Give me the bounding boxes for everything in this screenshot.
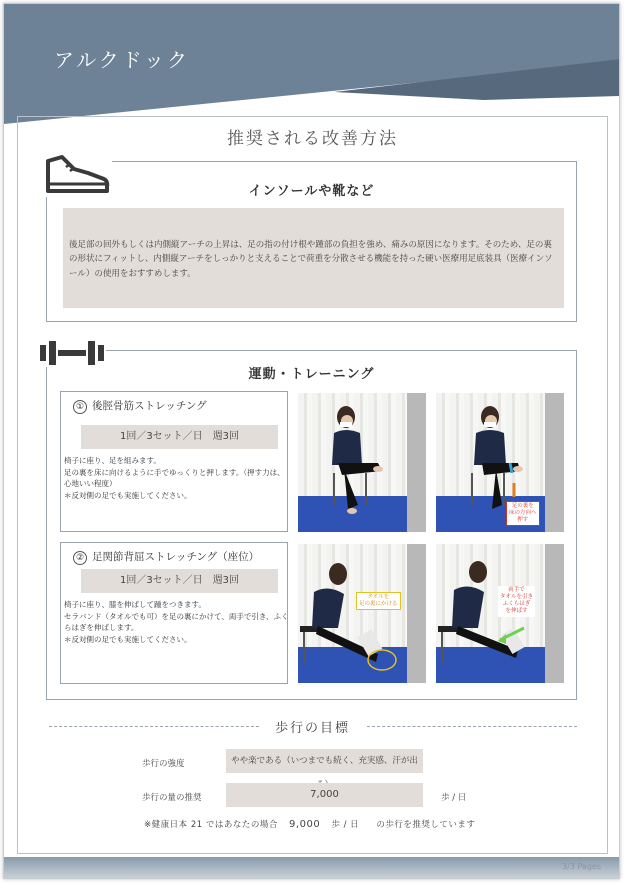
exercise-card-2 <box>60 542 288 684</box>
exercise-frequency: 1回／3セット／日 週3回 <box>81 569 278 593</box>
training-title: 運動・トレーニング <box>248 367 375 382</box>
footer-band <box>4 857 620 879</box>
intensity-label: 歩行の強度 <box>142 759 185 769</box>
exercise-description <box>64 599 289 646</box>
exercise-step: ＊反対側の足でも実施してください。 <box>64 634 192 644</box>
exercise-photo-1b <box>436 393 564 532</box>
dumbbell-icon <box>38 339 106 367</box>
exercise-title <box>73 549 259 565</box>
photo-callout: 足の裏を 床の方向へ 押す <box>506 501 540 526</box>
note-prefix: ※健康日本 21 ではあなたの場合 <box>144 820 278 830</box>
sneaker-icon <box>42 151 112 197</box>
note-value: 9,000 <box>289 819 321 830</box>
exercise-step: ＊反対側の足でも実施してください。 <box>64 490 192 500</box>
app-title: アルクドック <box>54 48 190 72</box>
page-number: 3/3 Pages <box>562 862 601 871</box>
walking-title: 歩行の目標 <box>274 721 350 736</box>
insole-title: インソールや靴など <box>248 184 375 199</box>
exercise-number: ① <box>73 400 87 414</box>
exercise-name: 後脛骨筋ストレッチング <box>92 400 207 412</box>
insole-text: 後足部の回外もしくは内側縦アーチの上昇は、足の指の付け根や踵部の負担を強め、痛みの原因になります。そのため、足の裏の形状にフィットし、内側縦アーチをしっかりと支えることで荷重を分散させる機能を持った硬い医療用足底装具（医療インソール）の使用をおすすめします。 <box>63 208 564 308</box>
photo-callout: タオルを 足の裏にかける <box>356 592 401 610</box>
exercise-step: 椅子に座り、膝を伸ばして踵をつきます。 <box>64 600 206 609</box>
intensity-value: やや楽である（いつまでも続く、充実感、汗が出 <box>226 749 423 773</box>
walking-note <box>144 818 475 830</box>
amount-value: 7,000 <box>226 783 423 807</box>
exercise-name: 足関節背屈ストレッチング（座位） <box>92 551 260 563</box>
photo-callout: 両手で タオルを引き ふくらはぎ を伸ばす <box>498 586 535 617</box>
note-unit: 歩 / 日 <box>331 820 360 830</box>
exercise-frequency: 1回／3セット／日 週3回 <box>81 425 278 449</box>
exercise-card-1 <box>60 391 288 532</box>
amount-unit: 歩 / 日 <box>441 793 467 803</box>
exercise-title <box>73 398 207 414</box>
report-page <box>3 3 620 879</box>
amount-label: 歩行の量の推奨 <box>142 793 202 803</box>
exercise-photo-1a <box>298 393 426 532</box>
exercise-number: ② <box>73 551 87 565</box>
exercise-photo-2b <box>436 544 564 683</box>
exercise-step: 足の裏を床に向けるように手でゆっくりと押します。（押す力は、心地いい程度） <box>64 467 285 489</box>
exercise-step: 椅子に座り、足を組みます。 <box>64 456 161 465</box>
exercise-description <box>64 455 289 502</box>
note-suffix: の歩行を推奨しています <box>376 820 476 830</box>
page-title: 推奨される改善方法 <box>227 129 398 149</box>
exercise-step: セラバンド（タオルでも可）を足の裏にかけて、両手で引き、ふくらはぎを伸ばします。 <box>64 611 289 633</box>
insole-section <box>46 161 577 322</box>
exercise-photo-2a <box>298 544 426 683</box>
